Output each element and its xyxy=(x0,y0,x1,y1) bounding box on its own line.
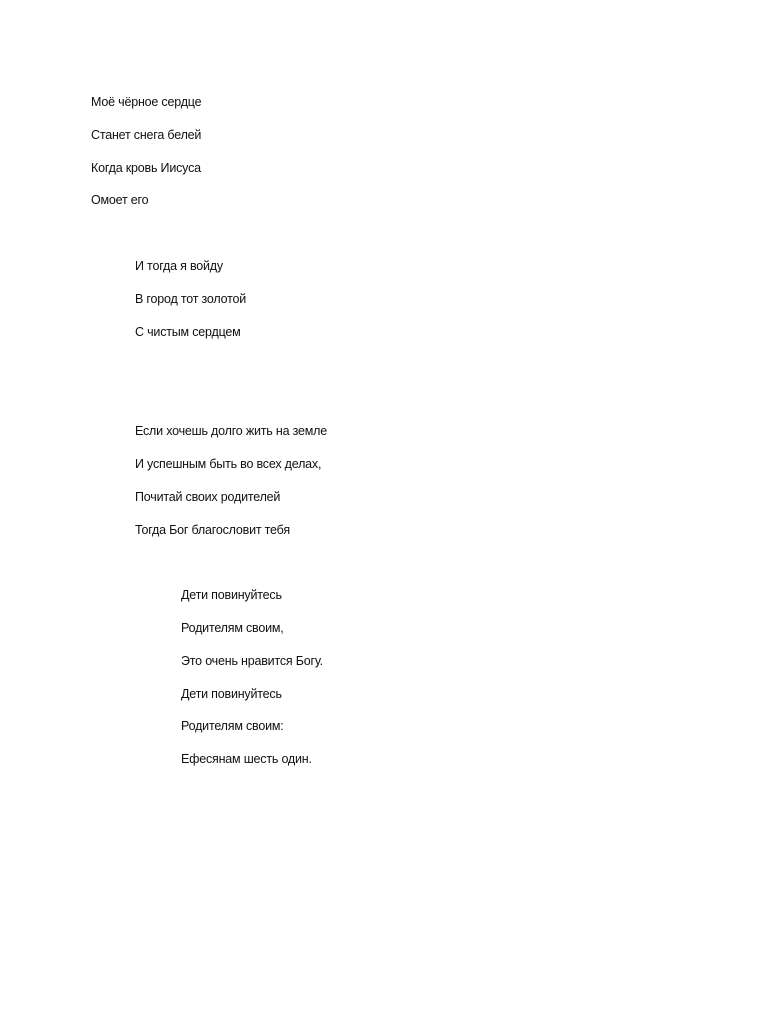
stanza-4-line-1: Дети повинуйтесь xyxy=(181,588,282,602)
stanza-4-line-6: Ефесянам шесть один. xyxy=(181,752,312,766)
stanza-2-line-1: И тогда я войду xyxy=(135,259,223,273)
stanza-3-line-3: Почитай своих родителей xyxy=(135,490,281,504)
stanza-4-line-5: Родителям своим: xyxy=(181,719,284,733)
stanza-2-line-2: В город тот золотой xyxy=(135,292,247,306)
stanza-3-line-1: Если хочешь долго жить на земле xyxy=(135,424,327,438)
stanza-2-line-3: С чистым сердцем xyxy=(135,325,241,339)
stanza-1-line-3: Когда кровь Иисуса xyxy=(91,161,201,175)
stanza-4-line-4: Дети повинуйтесь xyxy=(181,687,282,701)
stanza-3-line-4: Тогда Бог благословит тебя xyxy=(135,523,290,537)
stanza-3-line-2: И успешным быть во всех делах, xyxy=(135,457,322,471)
stanza-1-line-4: Омоет его xyxy=(91,193,149,207)
stanza-4-line-3: Это очень нравится Богу. xyxy=(181,654,323,668)
stanza-4-line-2: Родителям своим, xyxy=(181,621,284,635)
stanza-1-line-1: Моё чёрное сердце xyxy=(91,95,202,109)
stanza-1-line-2: Станет снега белей xyxy=(91,128,202,142)
